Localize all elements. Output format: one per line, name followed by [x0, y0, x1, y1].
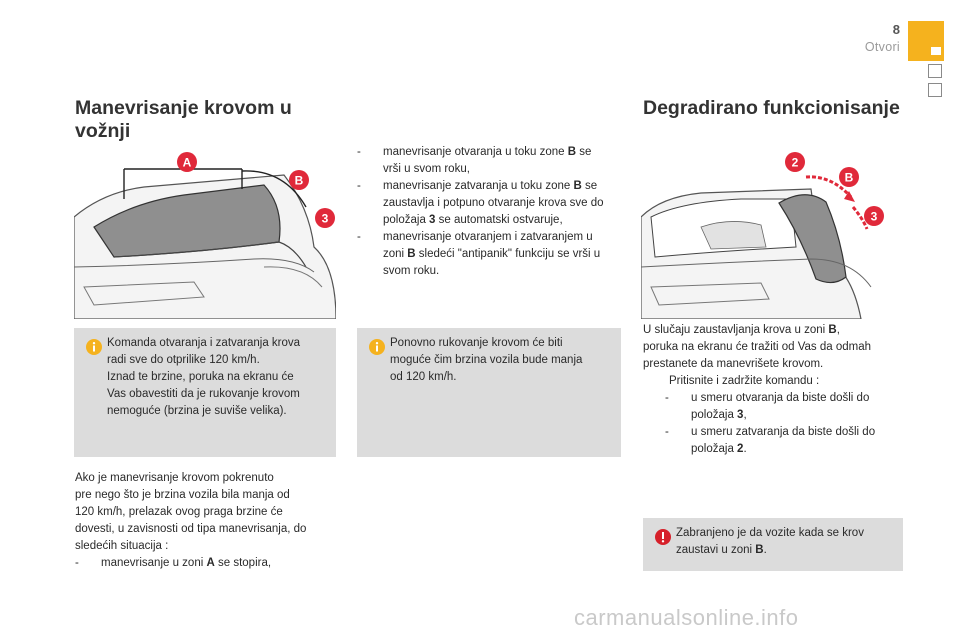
label-2-text: 2 [791, 155, 799, 170]
list-text: manevrisanje otvaranja u toku zone [383, 146, 568, 158]
notice-line: Ponovno rukovanje krovom će biti [390, 337, 563, 349]
tab-marker-icon [931, 47, 941, 55]
notice-line: Iznad te brzine, poruka na ekranu će [107, 371, 294, 383]
list-text: se [581, 180, 598, 192]
action-item [643, 373, 905, 390]
position-label: 3 [737, 409, 744, 421]
list-text: zaustavlja i potpuno otvaranje krova sve do [383, 197, 604, 209]
list-text: položaja [691, 443, 738, 455]
paragraph-line: dovesti, u zavisnosti od tipa manevrisanja, do [75, 523, 307, 535]
zone-label: B [573, 180, 582, 192]
list-item [75, 555, 337, 572]
page-number: 8 [892, 22, 900, 37]
list-text: u smeru zatvaranja da biste došli do [691, 426, 876, 438]
list-text: zoni [383, 248, 408, 260]
list-text: . [743, 443, 747, 455]
list-text: položaja [383, 214, 430, 226]
paragraph-text: U slučaju zaustavljanja krova u zoni [643, 324, 829, 336]
list-text: sledeći "antipanik" funkciju se vrši u [415, 248, 601, 260]
speed-behaviour-list [357, 144, 622, 280]
list-text: manevrisanje otvaranjem i zatvaranjem u [383, 231, 593, 243]
list-text: svom roku. [383, 265, 440, 277]
list-text: položaja [691, 409, 738, 421]
label-2-badge [784, 151, 806, 173]
info-icon [369, 339, 385, 355]
zone-label: B [755, 544, 764, 556]
list-dash: - [665, 392, 669, 404]
paragraph-line: sledećih situacija : [75, 540, 169, 552]
list-item [357, 178, 622, 229]
section-tab-2[interactable] [928, 64, 942, 78]
list-dash: - [357, 231, 361, 243]
section-tab-active[interactable] [908, 21, 944, 61]
label-3-text: 3 [870, 209, 878, 224]
label-a-badge [176, 151, 198, 173]
list-text: u smeru otvaranja da biste došli do [691, 392, 870, 404]
info-icon [86, 339, 102, 355]
paragraph-line: pre nego što je brzina vozila bila manja od [75, 489, 290, 501]
section-title-left: Manevrisanje krovom u vožnji [75, 97, 292, 142]
notice-text: zaustavi u zoni [676, 544, 756, 556]
position-label: 2 [737, 443, 744, 455]
zone-label: B [567, 146, 577, 158]
notice-text [676, 525, 895, 559]
notice-line: Komanda otvaranja i zatvaranja krova [107, 337, 301, 349]
list-text: se stopira, [214, 557, 272, 569]
notice-text [390, 335, 613, 386]
label-b-text: B [844, 170, 854, 185]
list-dash: - [357, 180, 361, 192]
label-b-badge [288, 169, 310, 191]
paragraph-text: , [836, 324, 840, 336]
zone-label: B [407, 248, 416, 260]
info-notice-speed-limit [74, 328, 336, 457]
list-item [665, 424, 905, 458]
position-label: 3 [429, 214, 436, 226]
list-dash: - [75, 557, 79, 569]
list-text: se [576, 146, 592, 158]
paragraph-line: prestanete da manevrišete krovom. [643, 358, 824, 370]
list-text: , [743, 409, 747, 421]
notice-line: moguće čim brzina vozila bude manja [390, 354, 583, 366]
zone-label: A [206, 557, 215, 569]
warning-icon [655, 529, 671, 545]
speed-threshold-paragraph [75, 470, 337, 572]
label-3-text: 3 [321, 211, 329, 226]
car-roof-open-drawing [641, 147, 903, 319]
list-item [357, 144, 622, 178]
label-b-badge [838, 166, 860, 188]
label-b-text: B [294, 173, 304, 188]
warning-notice-driving [643, 518, 903, 571]
paragraph-line: 120 km/h, prelazak ovog praga brzine će [75, 506, 283, 518]
list-dash: - [665, 426, 669, 438]
action-text: Pritisnite i zadržite komandu : [669, 375, 820, 387]
list-text: manevrisanje zatvaranja u toku zone [383, 180, 574, 192]
list-text: manevrisanje u zoni [101, 557, 207, 569]
list-text: vrši u svom roku, [383, 163, 470, 175]
section-title-right: Degradirano funkcionisanje [643, 97, 900, 119]
list-dash: - [357, 146, 361, 158]
section-tab-3[interactable] [928, 83, 942, 97]
degraded-mode-instructions [643, 322, 905, 458]
notice-text: . [763, 544, 767, 556]
section-name: Otvori [864, 40, 900, 54]
notice-line: od 120 km/h. [390, 371, 457, 383]
list-item [357, 229, 622, 280]
list-item [665, 390, 905, 424]
roof-moving-illustration [74, 147, 336, 319]
label-a-text: A [182, 155, 192, 170]
zone-label: B [828, 324, 837, 336]
degraded-mode-illustration [641, 147, 903, 319]
label-3-badge [863, 205, 885, 227]
list-text: se automatski ostvaruje, [435, 214, 563, 226]
notice-text [107, 335, 328, 420]
watermark: carmanualsonline.info [574, 605, 799, 630]
paragraph-line: Ako je manevrisanje krovom pokrenuto [75, 472, 274, 484]
notice-line: Zabranjeno je da vozite kada se krov [676, 527, 864, 539]
notice-line: Vas obavestiti da je rukovanje krovom [107, 388, 300, 400]
info-notice-resume [357, 328, 621, 457]
notice-line: radi sve do otprilike 120 km/h. [107, 354, 260, 366]
paragraph-line: poruka na ekranu će tražiti od Vas da odmah [643, 341, 872, 353]
notice-line: nemoguće (brzina je suviše velika). [107, 405, 287, 417]
label-3-badge [314, 207, 336, 229]
